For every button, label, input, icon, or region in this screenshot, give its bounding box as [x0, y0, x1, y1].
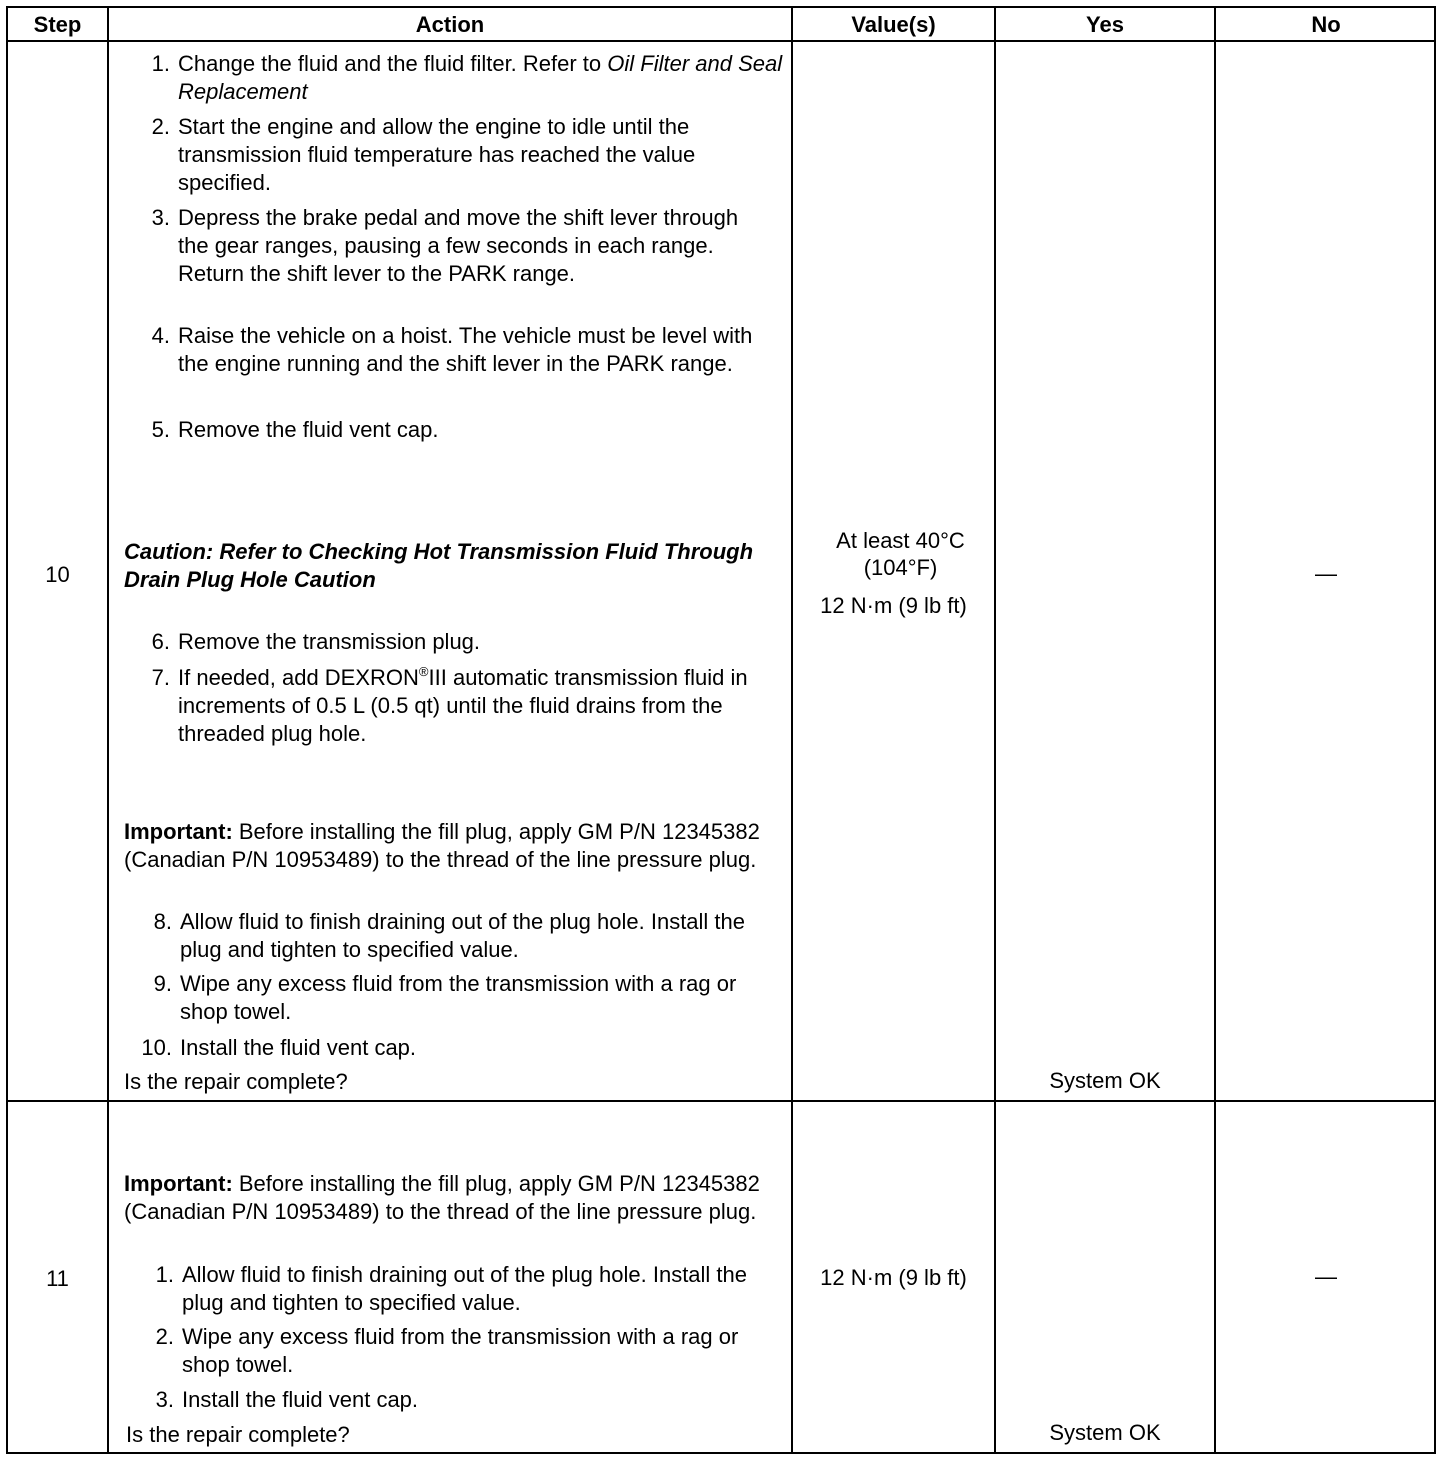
header-step: Step [33, 12, 82, 37]
column-divider [107, 8, 109, 1452]
list-item [141, 1034, 770, 1062]
item-text: Wipe any excess fluid from the transmission with a rag or shop towel. [180, 971, 737, 1024]
item-number: 2. [155, 1324, 174, 1349]
item-number: 5. [151, 417, 170, 442]
item-number: 1. [155, 1262, 174, 1287]
important-note [124, 1170, 786, 1226]
list-item [155, 1323, 772, 1379]
item-number: 3. [151, 205, 170, 230]
list-item [151, 204, 768, 288]
row-divider [8, 1100, 1434, 1102]
item-text: Allow fluid to finish draining out of the plug hole. Install the plug and tighten to specified value. [180, 909, 746, 962]
procedure-table [6, 6, 1436, 1454]
step-number: 10 [45, 562, 70, 587]
column-divider [994, 8, 996, 1452]
important-text: Before installing the fill plug, apply GM P/N 12345382 (Canadian P/N 10953489) to the thread of the line pressure plug. [124, 819, 760, 872]
item-number: 7. [151, 665, 170, 690]
repair-question: Is the repair complete? [126, 1422, 350, 1447]
item-text: Change the fluid and the fluid filter. Refer to [178, 51, 608, 76]
item-text: Remove the fluid vent cap. [178, 417, 439, 442]
value-torque: 12 N·m (9 lb ft) [820, 593, 967, 618]
list-item [151, 113, 784, 197]
item-number: 2. [151, 114, 170, 139]
item-number: 8. [153, 909, 172, 934]
important-note [124, 818, 786, 874]
column-divider [791, 8, 793, 1452]
list-item [151, 664, 778, 748]
column-divider [1214, 8, 1216, 1452]
item-number: 4. [151, 323, 170, 348]
list-item [151, 322, 784, 378]
list-item [151, 50, 784, 106]
item-text: Wipe any excess fluid from the transmission with a rag or shop towel. [182, 1324, 739, 1377]
repair-question: Is the repair complete? [124, 1069, 348, 1094]
no-result: — [1315, 561, 1337, 586]
list-item [155, 1386, 772, 1414]
value-temperature: At least 40°C (104°F) [836, 528, 965, 580]
no-result: — [1315, 1264, 1337, 1289]
item-reference: Oil Filter and Seal Replacement [178, 51, 783, 104]
item-text: Remove the transmission plug. [178, 629, 481, 654]
list-item [155, 1261, 772, 1317]
item-number: 1. [151, 51, 170, 76]
registered-mark: ® [418, 664, 429, 679]
item-text: If needed, add DEXRON [178, 665, 419, 690]
item-text: III automatic transmission fluid in increments of 0.5 L (0.5 qt) until the fluid drains from the threaded plug hole. [178, 665, 748, 746]
header-no: No [1311, 12, 1341, 37]
item-number: 6. [151, 629, 170, 654]
value-torque: 12 N·m (9 lb ft) [820, 1265, 967, 1290]
caution-note: Caution: Refer to Checking Hot Transmission Fluid Through Drain Plug Hole Caution [124, 539, 754, 592]
item-text: Allow fluid to finish draining out of the plug hole. Install the plug and tighten to specified value. [182, 1262, 748, 1315]
list-item [153, 908, 770, 964]
item-text: Install the fluid vent cap. [180, 1035, 417, 1060]
important-label: Important: [124, 819, 233, 844]
step-number: 11 [46, 1266, 69, 1291]
important-label: Important: [124, 1171, 233, 1196]
header-action: Action [415, 12, 485, 37]
yes-result: System OK [1049, 1420, 1161, 1445]
list-item [153, 970, 770, 1026]
list-item [151, 416, 784, 444]
item-text: Raise the vehicle on a hoist. The vehicle must be level with the engine running and the shift lever in the PARK range. [178, 323, 753, 376]
yes-result: System OK [1049, 1068, 1161, 1093]
list-item [151, 628, 784, 656]
item-number: 9. [153, 971, 172, 996]
item-number: 3. [155, 1387, 174, 1412]
header-values: Value(s) [851, 12, 936, 37]
header-yes: Yes [1086, 12, 1124, 37]
important-text: Before installing the fill plug, apply GM P/N 12345382 (Canadian P/N 10953489) to the thread of the line pressure plug. [124, 1171, 760, 1224]
item-text: Install the fluid vent cap. [182, 1387, 419, 1412]
item-text: Depress the brake pedal and move the shift lever through the gear ranges, pausing a few seconds in each range. Return the shift lever to the PARK range. [178, 205, 739, 286]
item-text: Start the engine and allow the engine to idle until the transmission fluid temperature has reached the value specified. [178, 114, 696, 195]
item-number: 10. [141, 1035, 172, 1060]
